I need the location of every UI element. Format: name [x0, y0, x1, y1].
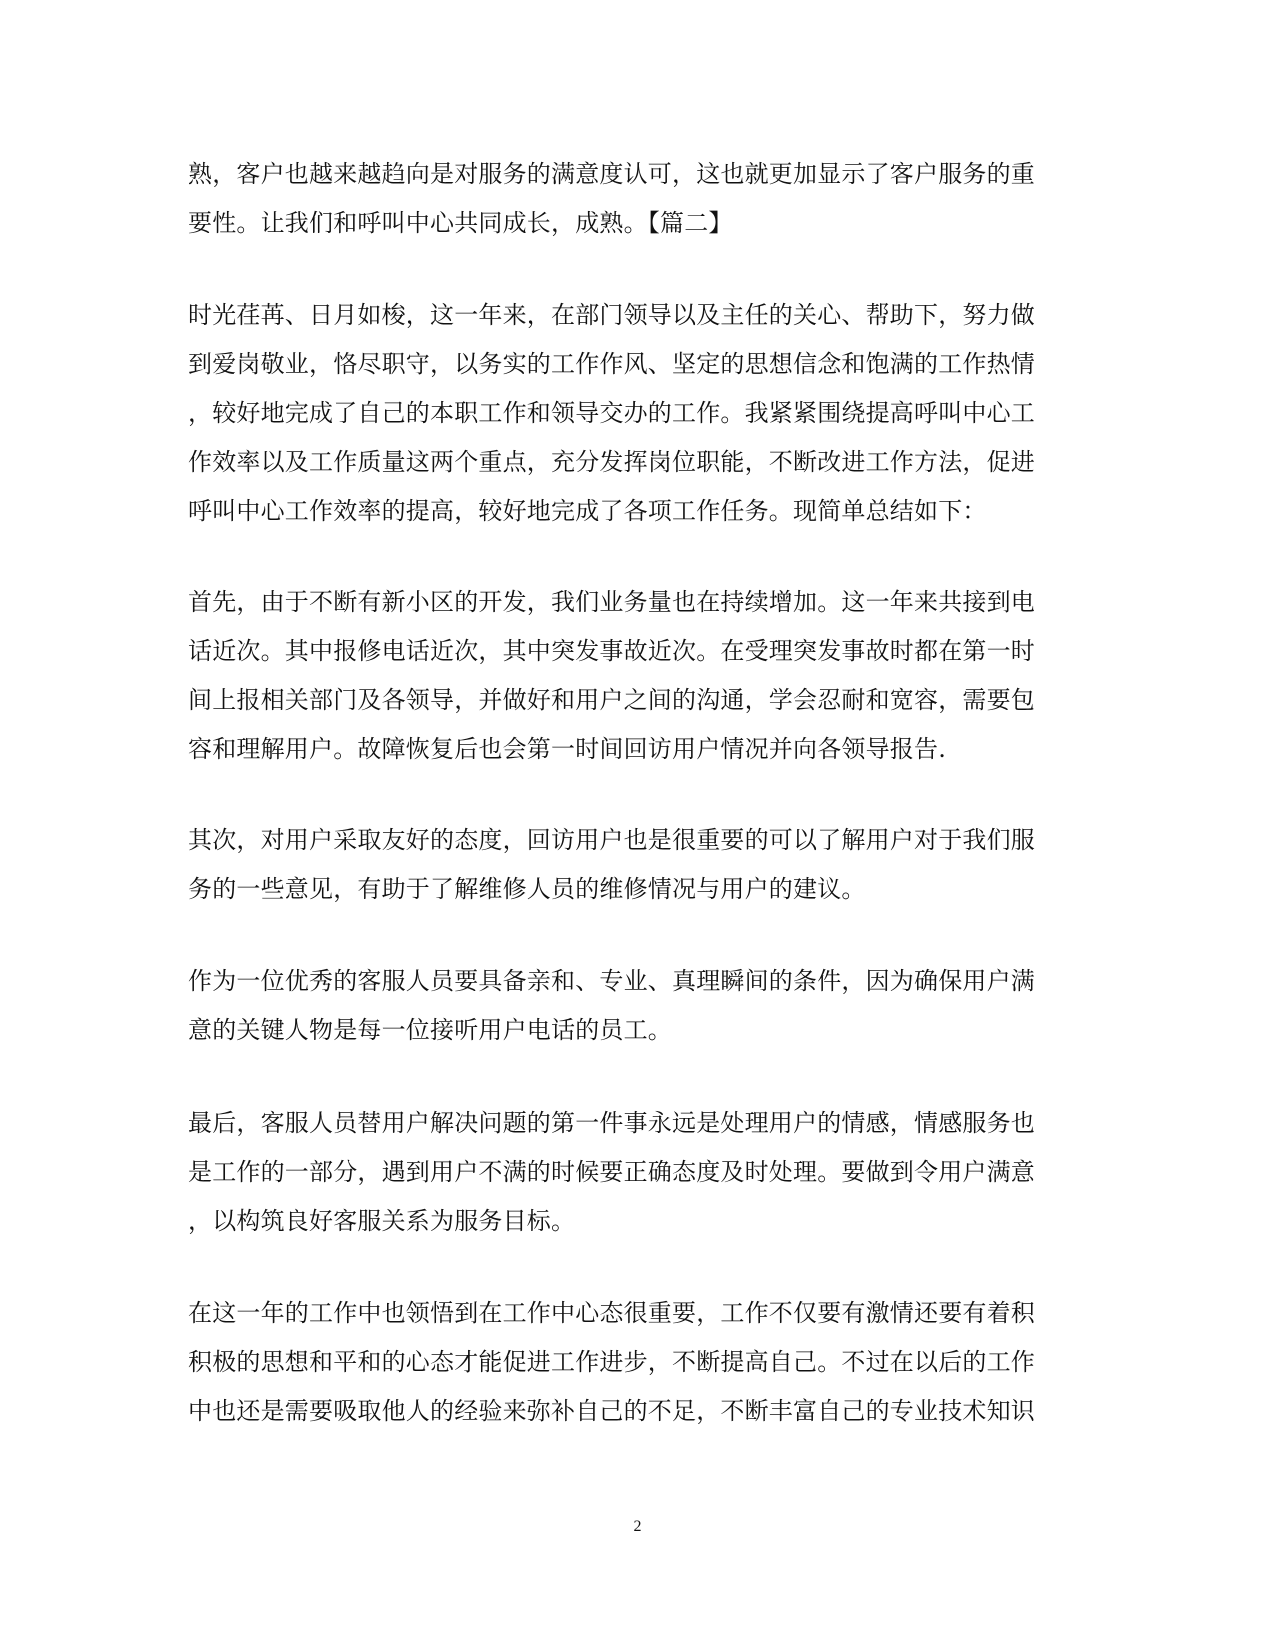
paragraph-6	[188, 1099, 1068, 1246]
text-line: 首先，由于不断有新小区的开发，我们业务量也在持续增加。这一年来共接到电	[188, 588, 1035, 616]
text-line: 意的关键人物是每一位接听用户电话的员工。	[188, 1016, 672, 1044]
paragraph-7	[188, 1289, 1068, 1436]
text-line: 在这一年的工作中也领悟到在工作中心态很重要，工作不仅要有激情还要有着积	[188, 1299, 1035, 1327]
text-line: 到爱岗敬业，恪尽职守，以务实的工作作风、坚定的思想信念和饱满的工作热情	[188, 350, 1035, 378]
text-line: 要性。让我们和呼叫中心共同成长，成熟。【篇二】	[188, 209, 733, 237]
page-number: 2	[633, 1518, 642, 1535]
text-line: 时光荏苒、日月如梭，这一年来，在部门领导以及主任的关心、帮助下，努力做	[188, 301, 1035, 329]
text-line: 容和理解用户。故障恢复后也会第一时间回访用户情况并向各领导报告.	[188, 735, 947, 763]
text-line: 话近次。其中报修电话近次，其中突发事故近次。在受理突发事故时都在第一时	[188, 637, 1035, 665]
text-line: 作为一位优秀的客服人员要具备亲和、专业、真理瞬间的条件，因为确保用户满	[188, 967, 1035, 995]
paragraph-2	[188, 291, 1068, 536]
text-line: 积极的思想和平和的心态才能促进工作进步，不断提高自己。不过在以后的工作	[188, 1348, 1035, 1376]
paragraph-4	[188, 816, 1068, 914]
paragraph-1	[188, 150, 1068, 248]
paragraph-5	[188, 957, 1068, 1055]
text-line: 间上报相关部门及各领导，并做好和用户之间的沟通，学会忍耐和宽容，需要包	[188, 686, 1035, 714]
text-line: 呼叫中心工作效率的提高，较好地完成了各项工作任务。现简单总结如下：	[188, 497, 987, 525]
text-line: 中也还是需要吸取他人的经验来弥补自己的不足，不断丰富自己的专业技术知识	[188, 1397, 1035, 1425]
text-line: ，较好地完成了自己的本职工作和领导交办的工作。我紧紧围绕提高呼叫中心工	[188, 399, 1035, 427]
text-line: 最后，客服人员替用户解决问题的第一件事永远是处理用户的情感，情感服务也	[188, 1109, 1035, 1137]
text-line: ，以构筑良好客服关系为服务目标。	[188, 1207, 576, 1235]
text-line: 熟，客户也越来越趋向是对服务的满意度认可，这也就更加显示了客户服务的重	[188, 160, 1035, 188]
text-line: 其次，对用户采取友好的态度，回访用户也是很重要的可以了解用户对于我们服	[188, 826, 1035, 854]
text-line: 务的一些意见，有助于了解维修人员的维修情况与用户的建议。	[188, 875, 866, 903]
text-line: 是工作的一部分，遇到用户不满的时候要正确态度及时处理。要做到令用户满意	[188, 1158, 1035, 1186]
paragraph-3	[188, 578, 1068, 774]
text-line: 作效率以及工作质量这两个重点，充分发挥岗位职能，不断改进工作方法，促进	[188, 448, 1035, 476]
